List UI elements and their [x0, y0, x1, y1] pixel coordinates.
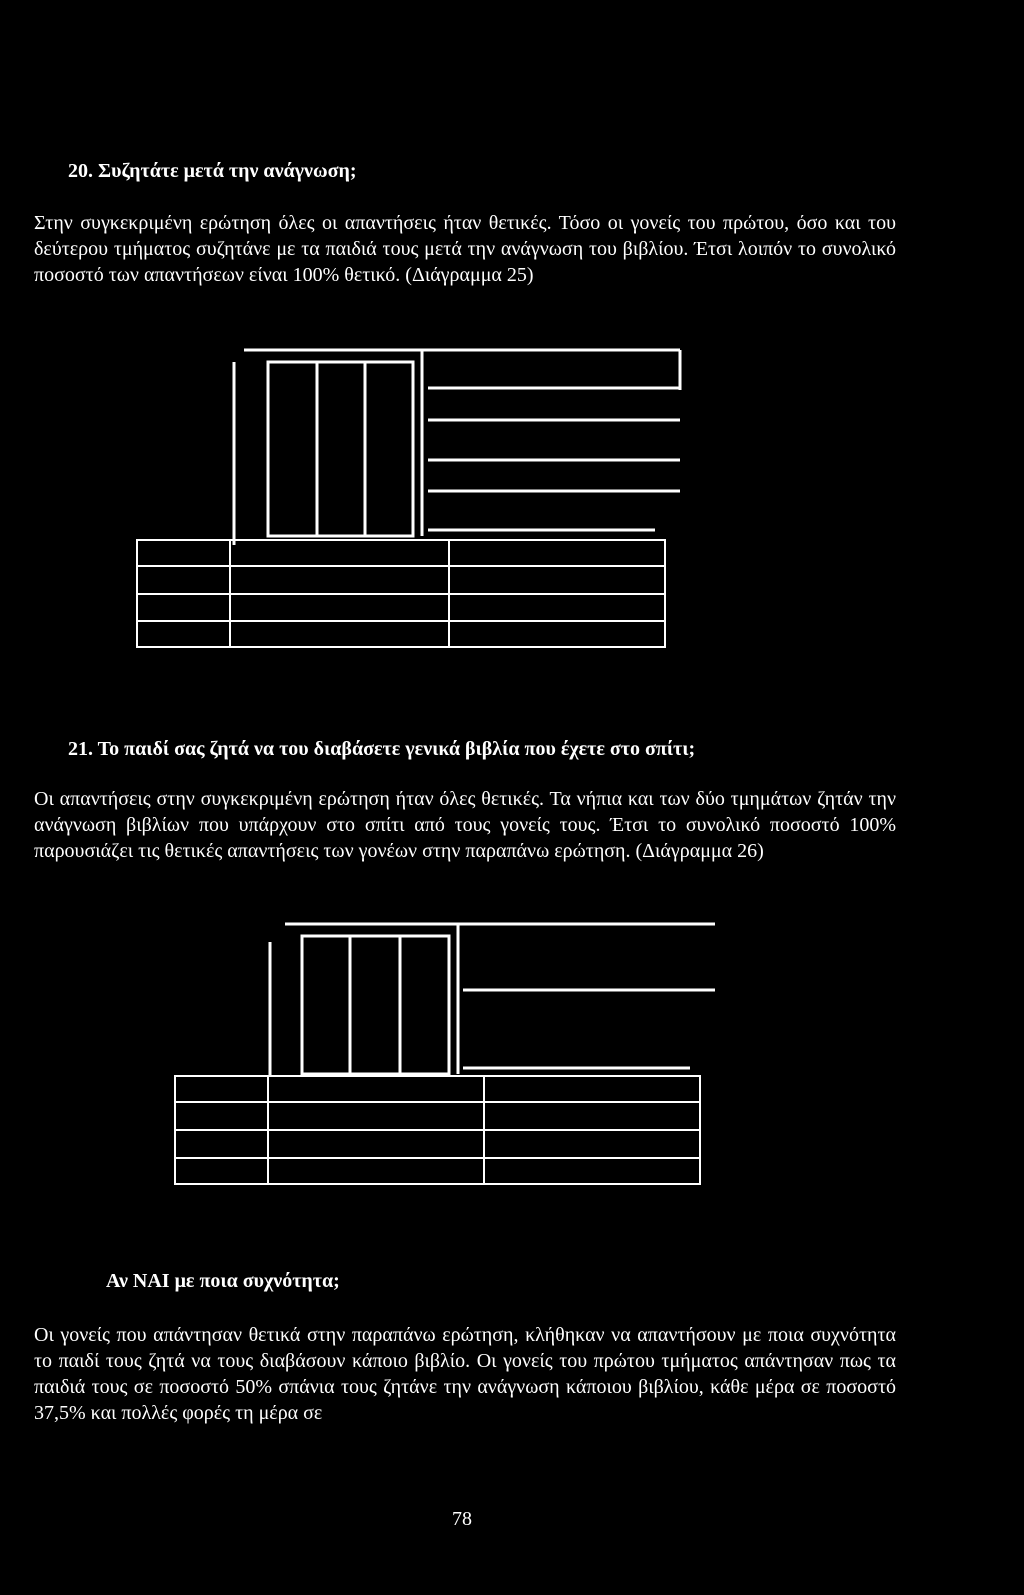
section-20-heading: 20. Συζητάτε μετά την ανάγνωση;	[68, 160, 357, 182]
frequency-paragraph: Οι γονείς που απάντησαν θετικά στην παραπάνω ερώτηση, κλήθηκαν να απαντήσουν με ποια συχνότητα το παιδί τους ζητά να τους διαβάσουν κάποιο βιβλίο. Οι γονείς του πρώτου τμήματος απάντησαν πως τα παιδιά τους σε ποσοστό 50% σπάνια τους ζητάνε την ανάγνωση κάποιου βιβλίου, κάθε μέρα σε ποσοστό 37,5% και πολλές φορές τη μέρα σε	[34, 1324, 896, 1424]
section-21-heading: 21. Το παιδί σας ζητά να του διαβάσετε γενικά βιβλία που έχετε στο σπίτι;	[68, 738, 696, 760]
diagram-26-column-block	[302, 936, 449, 1074]
diagram-25-table	[137, 540, 665, 647]
frequency-heading: Αν ΝΑΙ με ποια συχνότητα;	[106, 1270, 340, 1292]
diagram-26-table	[175, 1076, 700, 1184]
section-21-paragraph: Οι απαντήσεις στην συγκεκριμένη ερώτηση ήταν όλες θετικές. Τα νήπια και των δύο τμημάτων ζητάν την ανάγνωση βιβλίων που υπάρχουν στο σπίτι από τους γονείς τους. Έτσι το συνολικό ποσοστό 100% παρουσιάζει τις θετικές απαντήσεις των γονέων στην παραπάνω ερώτηση. (Διάγραμμα 26)	[34, 788, 896, 862]
page-number: 78	[452, 1508, 472, 1530]
diagram-25-column-block	[268, 362, 413, 536]
section-20-paragraph: Στην συγκεκριμένη ερώτηση όλες οι απαντήσεις ήταν θετικές. Τόσο οι γονείς του πρώτου, όσο και του δεύτερου τμήματος συζητάνε με τα παιδιά τους μετά την ανάγνωση του βιβλίου. Έτσι λοιπόν το συνολικό ποσοστό των απαντήσεων είναι 100% θετικό. (Διάγραμμα 25)	[34, 212, 896, 286]
